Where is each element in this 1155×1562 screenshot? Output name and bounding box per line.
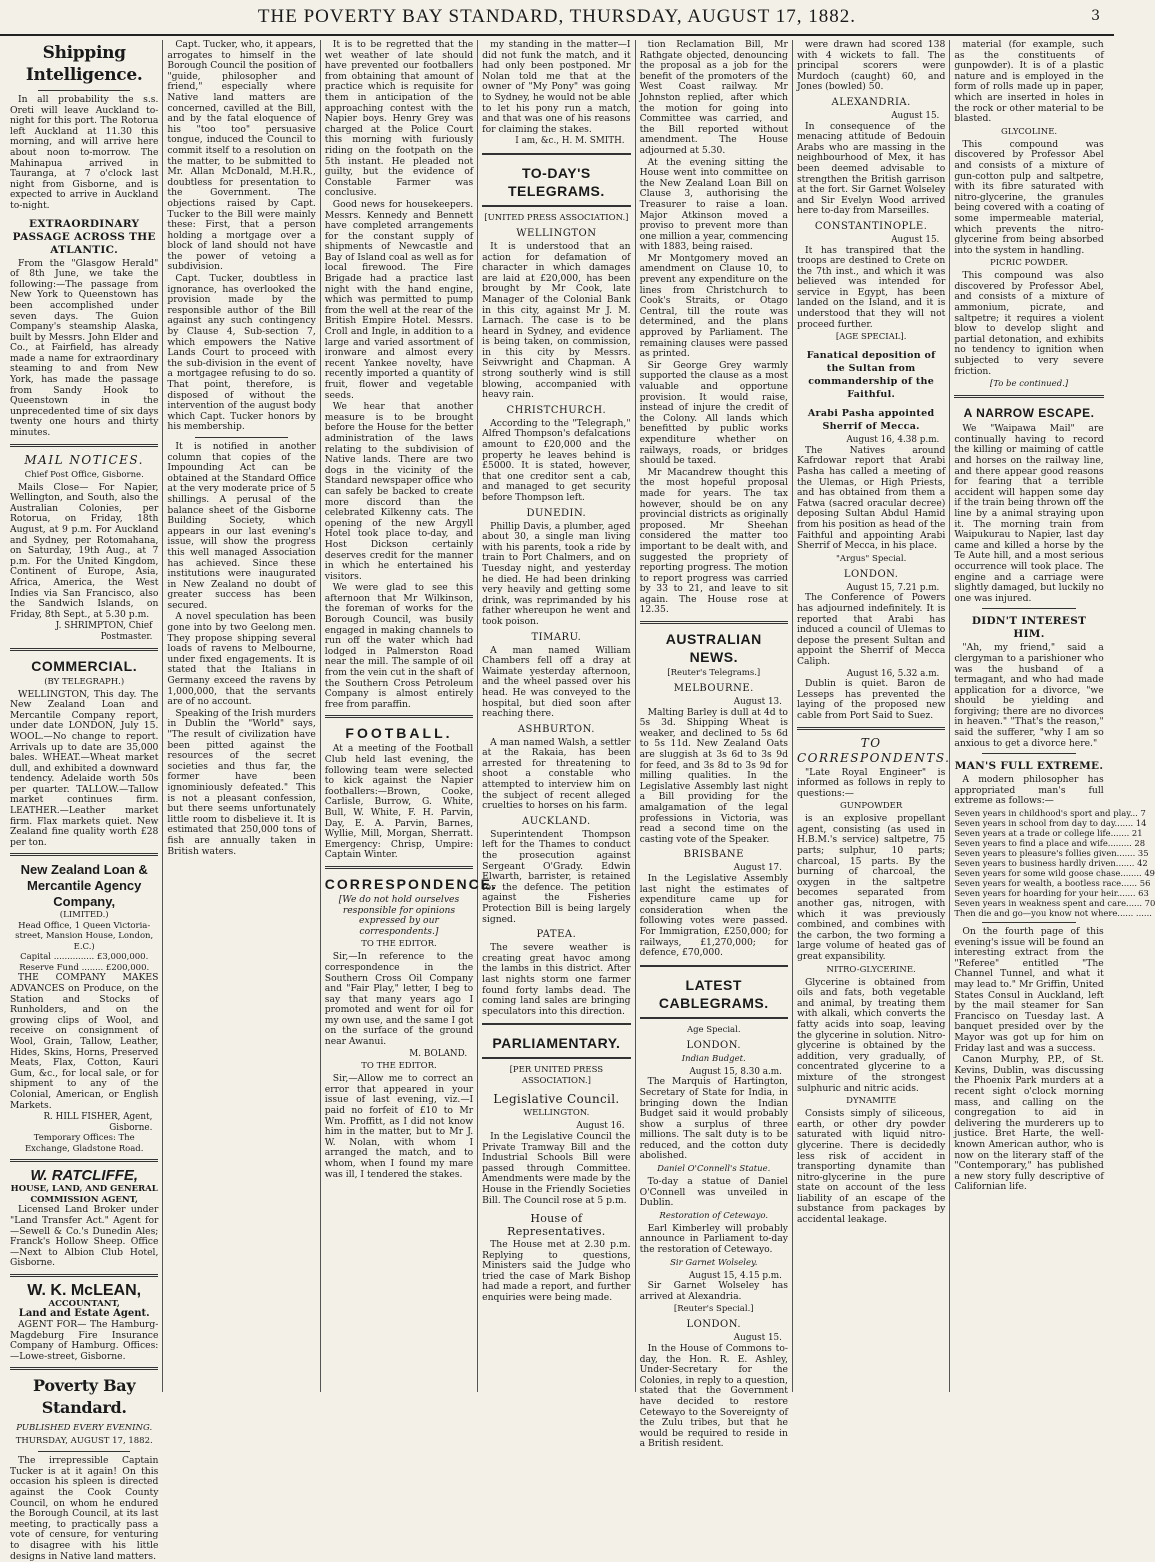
- paper-name-heading: Poverty Bay Standard.: [33, 1376, 136, 1418]
- council-date: August 16.: [576, 1121, 625, 1132]
- melbourne-text: Malting Barley is dull at 4d to 5s 3d. Shipping Wheat is weaker, and declined to 5s 6d to 5s 11d. New Zealand Oats are sluggish at 3s 6d to 3s 9d for feed, and 3s 8d to 3s 9d for milling qualities. In the Legislative Assembly last night a Bill providing for the amalgamation of the legal professions in Victoria, was read a second time on the casting vote of the Speaker.: [639, 706, 788, 845]
- ashburton-text: A man named Walsh, a settler at the Rakaia, has been arrested for threatening to shoot a constable who attempted to interview him on the subject of recent alleged cruelties to horses on his farm.: [482, 736, 631, 812]
- loan-company-heading: New Zealand Loan & Mercantile Agency Company,: [20, 862, 148, 910]
- paper-date: THURSDAY, AUGUST 17, 1882.: [15, 1436, 153, 1447]
- constantinople-heading: CONSTANTINOPLE.: [814, 220, 928, 232]
- explosives-text: material (for example, such as the constituents of gunpowder). It is of a plastic nature and is employed in the form of rolls made up in paper, which are inserted in holes in the rock or other material to be blasted.: [954, 39, 1104, 125]
- dunedin-heading: DUNEDIN.: [526, 507, 587, 519]
- paper-published: PUBLISHED EVERY EVENING.: [16, 1423, 153, 1434]
- extreme-list-item: Seven years to business hardly driven....... 42: [954, 858, 1148, 869]
- parliamentary-subheading: [PER UNITED PRESS ASSOCIATION.]: [509, 1065, 604, 1087]
- loan-reserve: Reserve Fund ........ £200,000.: [19, 962, 150, 973]
- column-6: [793, 40, 950, 1392]
- wellington-heading: WELLINGTON: [516, 227, 597, 239]
- ashburton-heading: ASHBURTON.: [517, 723, 595, 735]
- divider: [982, 922, 1075, 923]
- article-text: A novel speculation has been gone into by two Geelong men. They propose shipping several loads of ravens to Melbourne, under fixed engagements. It is stated that the Italians in Germany exceed the ravens by 1,000,000, that the servants are of no account.: [167, 611, 316, 708]
- divider: [38, 1451, 130, 1452]
- london-heading: LONDON.: [686, 1039, 742, 1051]
- statue-heading: Daniel O'Connell's Statue.: [657, 1164, 771, 1175]
- extreme-list-item: Seven years to pleasure's follies given....... 35: [954, 848, 1149, 859]
- parliament-text: Mr Macandrew thought this the most hopeful proposal made for years. The tax however, should be on any provincial districts as originally proposed. Mr Sheehan considered the matter too important to be dealt with, and suggested the propriety of reporting progress. The motion to report progress was carried by 33 to 21, and leave to sit again. The House rose at 12.35.: [639, 466, 788, 616]
- picric-text: This compound was also discovered by Professor Abel, and consists of a mixture of ammonium, picrate, and saltpetre; it requires a violent blow to develop slight and partial detonation, and exhibits no tendency to ignition when subjected to very severe friction.: [954, 270, 1104, 377]
- extreme-list: [954, 808, 1155, 919]
- melbourne-heading: MELBOURNE.: [673, 683, 754, 695]
- loan-company-office: Head Office, 1 Queen Victoria-street, Mansion House, London, E.C.): [15, 920, 154, 952]
- leader-text: The irrepressible Captain Tucker is at it again! On this occasion his spleen is directed against the Cook County Council, on whom he endured the Borough Council, at its last meeting, to practically pass a vote of censure, for venturing to disagree with his little designs in Native land matters.: [10, 1455, 159, 1562]
- to-the-editor: TO THE EDITOR.: [361, 1061, 437, 1072]
- fisher-signature: R. HILL FISHER, Agent, Gisborne.: [43, 1112, 153, 1133]
- patea-text: The severe weather is creating great havoc among the lambs in this district. After last nights storm one farmer found forty lambs dead. The coming land sales are bringing speculators into this direction.: [482, 942, 631, 1017]
- extreme-heading: MAN'S FULL EXTREME.: [954, 760, 1104, 773]
- column-7: [950, 39, 1155, 1392]
- shipping-heading: Shipping Intelligence.: [25, 43, 143, 85]
- alexandria-text: In consequence of the menacing attitude of Bedouin Arabs who are massing in the neighbourhood of Mex, it has been deemed advisable to strengthen the British garrison at the fort. Sir Garnet Wolseley and Sir Evelyn Wood arrived here to-day from Marseilles.: [796, 120, 946, 217]
- argus-special: "Argus" Special.: [836, 553, 907, 564]
- parliament-text: Sir George Grey warmly supported the clause as a most valuable and opportune provision. It would raise, instead of injure the credit of the Colony. All lands which benefitted by public works expenditure whether on railways, roads, or bridges should be taxed.: [639, 359, 788, 467]
- divider: [10, 1159, 158, 1162]
- article-text: We hear that another measure is to be brought before the House for the better administration of the laws relating to the subdivision of Native lands. There are two dogs in the vicinity of the Standard newspaper office who can safely be backed to create more discord than the celebrated Kilkenny cats. The opening of the new Argyll Hotel took place to-day, and Host Dickson certainly deserves credit for the manner in which he entertained his visitors.: [324, 401, 474, 582]
- reuter-special: [Reuter's Special.]: [673, 1304, 754, 1315]
- mclean-text: AGENT FOR— The Hamburg-Magdeburg Fire Insurance Company of Hamburg. Offices:—Lowe-street, Gisborne.: [10, 1318, 159, 1362]
- extreme-list-item: Seven years for hoarding for your heir....... 63: [954, 888, 1149, 899]
- letter-text: Sir,—In reference to the correspondence in the Southern Cross Oil Company and "Fair Play," letter, I beg to say that many years ago I promoted and went for oil for my own use, and the same I got on the surface of the ground near Awanui.: [324, 951, 474, 1048]
- mail-subheading: Chief Post Office, Gisborne.: [24, 469, 144, 480]
- letter-signature: I am, &c., H. M. SMITH.: [515, 136, 625, 147]
- cetewayo-text: Earl Kimberley will probably announce in Parliament to-day the restoration of Cetewayo.: [639, 1222, 788, 1256]
- statue-text: To-day a statue of Daniel O'Connell was unveiled in Dublin.: [639, 1176, 788, 1209]
- argus-date: August 15, 7.21 p.m.: [846, 582, 940, 593]
- narrow-escape-text: We "Waipawa Mail" are continually having to record the killing or maiming of cattle and horses on the railway line, and there appear good reasons for fearing that a terrible accident will happen some day if the train being thrown off the line by a animal straying upon it. The morning train from Waipukurau to Napier, last day came and killed a horse by the Te Aute hill, and a most serious occurrence will took place. The engine and a carriage were slightly damaged, but luckily no one was injured.: [954, 423, 1104, 604]
- passage-text: From the "Glasgow Herald" of 8th June, we take the following:—The passage from New York to Queenstown has been accomplished under seven days. The Guion Company's steamship Alaska, built by Messrs. John Elder and Co., at Fairfield, has already made a name for extraordinary steaming to and from New York, has made the passage from Sandy Hook to Queenstown in the unprecedented time of six days twenty one hours and thirty minutes.: [10, 257, 159, 439]
- continued-note: [To be continued.]: [989, 379, 1069, 390]
- column-4: [478, 40, 635, 1392]
- brisbane-text: In the Legislative Assembly last night the estimates of expenditure came up for consideration when the following votes were passed. For Immigration, £250,000; for railways, £1,270,000; for defence, £70,000.: [639, 872, 788, 959]
- telegrams-box: [482, 153, 630, 207]
- shipping-text: In all probability the s.s. Oreti will leave Auckland to-night for this port. The Rotorua left Auckland at 11.30 this morning, and will arrive here about noon to-morrow. The Mahinapua arrived in Tauranga, at 7 o'clock last night from Gisborne, and is expected to arrive in Auckland to-night.: [10, 94, 159, 211]
- ratcliffe-heading: W. RATCLIFFE,: [30, 1167, 139, 1185]
- page-number: 3: [1091, 8, 1100, 24]
- divider: [195, 437, 287, 438]
- divider: [10, 444, 158, 447]
- divider: [640, 621, 788, 624]
- newspaper-title: THE POVERTY BAY STANDARD, THURSDAY, AUGUST 17, 1882.: [257, 6, 857, 27]
- correspondence-note: [We do not hold ourselves responsible for opinions expressed by our correspondents.]: [338, 893, 460, 937]
- gunpowder-heading: GUNPOWDER: [840, 801, 903, 812]
- glycoline-text: This compound was discovered by Professor Abel and consists of a mixture of gun-cotton pulp and saltpetre, with its fibre saturated with nitro-glycerine, the granules being covered with a coating of some impermeable material, which prevents the nitro-glycerine from being absorbed into the system in handling.: [954, 138, 1104, 256]
- article-text: Canon Murphy, P.P., of St. Kevins, Dublin, was discussing the Phoenix Park murders at a recent sight o'clock morning mass, and calling on the congregation to aid in delivering the murderers up to justice. Bret Harte, the well-known American author, who is now on the literary staff of the "Contemporary," has published a new story fully descriptive of Californian life.: [954, 1054, 1104, 1193]
- extreme-list-item: Seven years in school from day to day....... 14: [954, 818, 1147, 829]
- australian-news-subheading: [Reuter's Telegrams.]: [667, 668, 761, 679]
- divider: [797, 727, 945, 730]
- parliamentary-box: [482, 1023, 630, 1059]
- london-text-2: In the House of Commons to-day, the Hon. R. E. Ashley, Under-Secretary for the Colonies, in reply to a question, stated that the Government have decided to restore Cetewayo to the Sovereignty of the Zulu tribes, but that he would be required to reside in a British resident.: [639, 1343, 788, 1450]
- divider: [982, 753, 1075, 754]
- extreme-list-item: Seven years to find a place and wife......... 28: [954, 838, 1146, 849]
- london-heading-2: LONDON.: [686, 1319, 742, 1331]
- dunedin-text: Phillip Davis, a plumber, aged about 30, a single man living with his parents, took a ride by train to Port Chalmers, and on Tuesday night, and yesterday he died. He had been drinking very heavily and getting some drink, was reprimanded by his father whereupon he went and took poison.: [482, 520, 631, 627]
- extreme-list-item: Seven years in childhood's sport and play... 7: [954, 808, 1146, 819]
- to-the-editor: TO THE EDITOR.: [361, 939, 437, 950]
- london-text: The Marquis of Hartington, Secretary of State for India, in bringing down the Indian Budget said it would probably show a surplus of three millions. The salt duty is to be reduced, and the cotton duty abolished.: [639, 1076, 788, 1162]
- article-text: On the fourth page of this evening's issue will be found an interesting extract from the "Referee" entitled "The Channel Tunnel, and what it may lead to." Mr Griffin, United States Consul in Auckland, left by the mail steamer for San Francisco on Tuesday last. A banquet presided over by the Mayor was got up for him on Friday last and was a success.: [954, 926, 1104, 1054]
- auckland-heading: AUCKLAND.: [522, 815, 591, 827]
- correspondents-heading: TO CORRESPONDENTS.: [796, 735, 951, 765]
- extreme-list-item: Then die and go—you know not where...... ......: [954, 908, 1152, 919]
- representatives-heading: House of Representatives.: [507, 1212, 606, 1239]
- mail-signature: J. SHRIMPTON, Chief Postmaster.: [55, 621, 153, 642]
- extreme-list-item: Seven years in weakness spent and care...... 70: [954, 898, 1155, 909]
- mail-notices-heading: MAIL NOTICES.: [24, 452, 144, 467]
- representatives-text: The House met at 2.30 p.m. Replying to questions, Ministers said the Judge who tried the case of Mark Bishop had made a report, and further enquiries were being made.: [482, 1239, 631, 1304]
- letter-signature: M. BOLAND.: [409, 1048, 468, 1059]
- cablegrams-heading: LATEST CABLEGRAMS.: [658, 976, 769, 1011]
- extreme-text: A modern philosopher has appropriated man's full extreme as follows:—: [954, 774, 1104, 807]
- london-date: August 15, 8.30 a.m.: [689, 1066, 782, 1077]
- article-text: Good news for housekeepers. Messrs. Kennedy and Bennett have completed arrangements for the constant supply of shipments of Newcastle and Bay of Island coal as well as for local firewood. The Fire Brigade had a practice last night with the hand engine, which was permitted to pump from the well at the rear of the British Empire Hotel. Messrs. Croll and Ingle, in addition to a large and varied assortment of ironware and almost every recent Yankee novelty, have recently imported a quantity of fruit, flower and vegetable seeds.: [324, 198, 474, 401]
- telegrams-heading: TO-DAY'S TELEGRAMS.: [507, 164, 605, 199]
- column-5: [636, 39, 793, 1450]
- divider: [10, 1274, 158, 1277]
- divider: [982, 608, 1075, 609]
- commercial-subheading: (BY TELEGRAPH.): [44, 676, 125, 687]
- extreme-list-item: Seven years for some wild goose chase........ 49: [954, 868, 1155, 879]
- divider: [10, 1367, 158, 1370]
- australian-news-heading: AUSTRALIAN NEWS.: [665, 631, 762, 666]
- constantinople-date: August 15.: [891, 234, 940, 245]
- constantinople-text: It has transpired that the troops are destined to Crete on the 7th inst., and which it was believed was intended for service in Egypt, has been landed on the Island, and it is understood that they will not proceed further.: [796, 244, 946, 330]
- fanatical-heading: Fanatical deposition of the Sultan from commandership of the Faithful.: [806, 350, 936, 401]
- timaru-text: A man named William Chambers fell off a dray at Waimate yesterday afternoon, and the wheel passed over his head. He was conveyed to the hospital, but died soon after reaching there.: [482, 644, 631, 720]
- passage-heading: EXTRAORDINARY PASSAGE ACROSS THE ATLANTIC.: [12, 217, 156, 256]
- loan-company-limited: (LIMITED.): [59, 910, 109, 921]
- age-special: Age Special.: [686, 1024, 741, 1035]
- article-text: Capt. Tucker, who, it appears, arrogates to himself in the Borough Council the position of "guide, philosopher and friend," especially where Native land matters are concerned, cavilled at the Bill, and by the fatal eloquence of his "too too" persuasive tongue, induced the Council to commit itself to a resolution on the matter, to be submitted to Mr. Allan McDonald, M.H.R., doubtless for presentation to the Government. The objections raised by Capt. Tucker to the Bill were mainly these: First, that a person holding a mortgage over a block of land should not have the power of vetoing a subdivision.: [167, 39, 316, 273]
- london-date-2: August 15.: [733, 1333, 782, 1344]
- newspaper-columns: [6, 39, 1155, 1562]
- divider: [325, 866, 473, 869]
- article-text: Capt. Tucker, doubtless in ignorance, has overlooked the provision made by the responsible author of the Bill against any such contingency by Clause 4, Sub-section 7, which empowers the Native Lands Court to proceed with the sub-division in the event of a mortgagee refusing to do so. That point, therefore, is disposed of without the intervention of the august body which Capt. Tucker honors by his membership.: [167, 273, 316, 433]
- alexandria-date: August 15.: [891, 110, 940, 121]
- arabi-text: The Natives around Kafrdowar report that Arabi Pasha has called a meeting of the Ulemas, or High Priests, and has obtained from them a Fatwa (sacred oracular decree) deposing Sultan Abdul Hamid from his position as head of the Faithful and appointing Arabi Sherrif of Mecca, in his place.: [796, 444, 946, 552]
- ratcliffe-subheading: HOUSE, LAND, AND GENERAL COMMISSION AGENT,: [10, 1184, 158, 1205]
- letter-text: Sir,—Allow me to correct an error that appeared in your issue of last evening, viz.—I paid no forfeit of £10 to Mr Wm. Proffitt, as I did not know him in the matter, but to Mr J. W. Nolan, with whom I arranged the match, and to whom, when I found my mare was ill, I tendered the stakes.: [324, 1073, 474, 1180]
- article-text: It is notified in another column that copies of the Impounding Act can be obtained at the Standard Office at the very moderate price of 5 shillings. A perusal of the balance sheet of the Gisborne Building Society, which appears in our last evening's issue, will show the progress this well managed Association has achieved. Since these institutions were inaugurated in New Zealand no doubt of greater success has been secured.: [167, 440, 316, 611]
- parliament-text: Mr Montgomery moved an amendment on Clause 10, to prevent any expenditure on the lines from Christchurch to Cook's Straits, or Otago Central, till the route was determined, and the plans approved by Parliament. The remaining clauses were passed as printed.: [639, 252, 788, 360]
- extreme-list-item: Seven years for wealth, a bootless race...... 56: [954, 878, 1151, 889]
- article-text: We were glad to see this afternoon that Mr Wilkinson, the foreman of works for the Borough Council, was busily engaged in making channels to run off the water which had lodged in Palmerston Road near the mill. The sample of oil from the vein cut in the shaft of the Southern Cross Petroleum Company is almost entirely free from paraffin.: [324, 582, 474, 710]
- telegrams-subheading: [UNITED PRESS ASSOCIATION.]: [484, 212, 629, 223]
- dynamite-text: Consists simply of siliceous, earth, or other dry powder saturated with liquid nitro-glycerine. There is decidedly less risk of accident in transporting dynamite than nitro-glycerine in the pure state on account of the less liability of an escape of the substance from packages by accidental leakage.: [796, 1108, 946, 1226]
- melbourne-date: August 13.: [733, 697, 782, 708]
- arabi-heading: Arabi Pasha appointed Sherrif of Mecca.: [807, 408, 935, 433]
- argus-text: The Conference of Powers has adjourned indefinitely. It is reported that Arabi has induced a council of Ulemas to depose the present Sultan and appoint the Sherrif of Mecca Caliph.: [796, 592, 946, 667]
- divider: [38, 90, 130, 91]
- divider: [325, 715, 473, 718]
- parliament-text: tion Reclamation Bill, Mr Rathgate objected, denouncing the proposal as a job for the benefit of the promoters of the West Coast railway. Mr Johnston replied, after which the motion for going into Committee was carried, and the Bill reported without amendment. The House adjourned at 5.30.: [639, 39, 788, 156]
- interest-text: "Ah, my friend," said a clergyman to a parishioner who was the husband of a termagant, and who had made application for a divorce, "we should be yielding and forgiving; there are no divorces in heaven." "That's the reason," said the sufferer, "why I am so anxious to get a divorce here.": [954, 642, 1104, 749]
- parliamentary-heading: PARLIAMENTARY.: [492, 1035, 621, 1052]
- ratcliffe-text: Licensed Land Broker under "Land Transfer Act." Agent for—Sewell & Co.'s Dunedin Ales; Franck's Hollow Sheep. Office—Next to Albion Club Hotel, Gisborne.: [10, 1204, 159, 1269]
- indian-budget: Indian Budget.: [681, 1053, 746, 1064]
- brisbane-date: August 17.: [733, 863, 782, 874]
- argus-london: LONDON.: [843, 568, 899, 580]
- gunpowder-text: is an explosive propellant agent, consisting (as used in H.B.M.'s service) saltpetre, 75 parts; sulphur, 10 parts; charcoal, 15 parts. By the burning of charcoal, the oxygen in the saltpetre becomes separated from another gas, nitrogen, with which it was previously combined, and combines with the carbon, the two forming a large volume of heated gas of great expansibility.: [796, 813, 946, 962]
- divider: [954, 395, 1103, 398]
- article-text: It is to be regretted that the wet weather of late should have prevented our footballers from obtaining that amount of practice which is requisite for them in anticipation of the approaching contest with the Napier boys. Henry Grey was charged at the Police Court this morning with furiously riding on the footpath on the 5th instant. He pleaded not guilty, but the evidence of Constable Farmer was conclusive.: [324, 39, 474, 199]
- divider: [10, 853, 158, 856]
- patea-heading: PATEA.: [536, 929, 577, 941]
- council-text: In the Legislative Council the Private Tramway Bill and the Industrial Schools Bill were passed through Committee. Amendments were made by the House in the Friendly Societies Bill. The Council rose at 5 p.m.: [482, 1130, 631, 1206]
- mail-text: Mails Close— For Napier, Wellington, and South, also the Australian Colonies, per Rotorua, on Friday, 18th August, at 9 p.m. For Auckland and Sydney, per Rotomahana, on Saturday, 19th Aug., at 7 p.m. For the United Kingdom, Continent of Europe, Asia, Africa, America, the West Indies via San Francisco, also the Sandwich Islands, on Friday, 8th Sept., at 5.30 p.m.: [10, 481, 159, 620]
- mclean-subheading-2: Land and Estate Agent.: [18, 1308, 150, 1320]
- interest-heading: DIDN'T INTEREST HIM.: [971, 615, 1087, 641]
- wolseley-text: Sir Garnet Wolseley has arrived at Alexandria.: [639, 1280, 788, 1302]
- extreme-list-item: Seven years at a trade or college life....... 21: [954, 828, 1143, 839]
- column-3: [321, 39, 498, 1392]
- correspondence-heading: CORRESPONDENCE.: [324, 875, 498, 892]
- mclean-subheading: ACCOUNTANT,: [48, 1298, 120, 1309]
- picric-heading: PICRIC POWDER.: [989, 258, 1069, 269]
- age-special: [AGE SPECIAL].: [835, 332, 907, 343]
- alexandria-heading: ALEXANDRIA.: [831, 96, 911, 108]
- commercial-heading: COMMERCIAL.: [31, 657, 138, 674]
- nitro-heading: NITRO-GLYCERINE.: [826, 964, 916, 975]
- mclean-heading: W. K. McLEAN,: [27, 1281, 142, 1299]
- dynamite-heading: DYNAMITE: [846, 1096, 897, 1107]
- dublin-date: August 16, 5.32 a.m.: [846, 668, 940, 679]
- timaru-heading: TIMARU.: [531, 631, 582, 643]
- christchurch-text: According to the "Telegraph," Alfred Thompson's defalcations amount to £20,000 and the property he leaves behind is £5000. It is stated, however, that one creditor sent a cab, and managed to get security before Thompson left.: [482, 417, 631, 503]
- nitro-text: Glycerine is obtained from oils and fats, both vegetable and animal, by treating them with alkali, which converts the fatty acids into soap, leaving the glycerine in solution. Nitro-glycerine is obtained by the addition, very gradually, of concentrated glycerine to a mixture of the strongest sulphuric and nitric acids.: [796, 976, 946, 1094]
- cable-text: were drawn had scored 138 with 4 wickets to fall. The principal scorers were Murdoch (caught) 60, and Jones (bowled) 50.: [796, 39, 946, 93]
- council-heading: Legislative Council.: [493, 1092, 620, 1107]
- loan-capital: Capital ............... £3,000,000.: [20, 952, 149, 963]
- football-heading: FOOTBALL.: [345, 725, 453, 742]
- brisbane-heading: BRISBANE: [683, 849, 744, 861]
- loan-company-text: THE COMPANY MAKES ADVANCES on Produce, on the Station and Stocks of Runholders, and on the growing clips of Wool, and receive on consignment of Wool, Grain, Tallow, Leather, Hides, Skins, Horns, Preserved Meats, Flax, Cotton, Kauri Gum, &c., for local sale, or for shipment to any of the Colonial, American, or English Markets.: [10, 972, 159, 1111]
- masthead: [0, 0, 1114, 36]
- column-2: [163, 40, 320, 1392]
- wellington-text: It is understood that an action for defamation of character in which damages are laid at £20,000, has been brought by Mr Cook, late Manager of the Colonial Bank in this city, against Mr J. M. Larnach. The case is to be heard in Sydney, and evidence is being taken, on commission, in this city by Messrs. Seivwright and Chapman. A strong southerly wind is still blowing, accompanied with heavy rain.: [482, 240, 631, 401]
- parliament-text: At the evening sitting the House went into committee on the New Zealand Loan Bill on Clause 3, authorising the Treasurer to raise a loan. Major Atkinson moved a proviso to prevent more than one million a year, commencing with 1883, being raised.: [639, 156, 788, 253]
- commercial-text: WELLINGTON, This day. The New Zealand Loan and Mercantile Company report, under date LONDON, July 15. WOOL.—No change to report. Arrivals up to date are 35,000 bales. WHEAT.—Wheat market dull, and exhibited a downward tendency. Adelaide worth 50s per quarter. TALLOW.—Tallow market continues firm. LEATHER.—Leather market firm. Flax markets quiet. New Zealand fine quality worth £28 per ton.: [10, 688, 159, 848]
- article-text: Speaking of the Irish murders in Dublin the "World" says, "The result of civilization have been pitted against the resources of the secret societies and thus far, the former have been ignominiously defeated." This is not a pleasant confession, but there seems unfortunately little room to disbelieve it. It is estimated that 250,000 tons of fish are annually taken in British waters.: [167, 707, 316, 857]
- christchurch-heading: CHRISTCHURCH.: [506, 404, 607, 416]
- divider: [10, 648, 158, 651]
- dublin-text: Dublin is quiet. Baron de Lesseps has prevented the laying of the proposed new cable from Port Said to Suez.: [796, 678, 946, 721]
- temporary-offices: Temporary Offices: The Exchange, Gladstone Road.: [24, 1133, 144, 1154]
- letter-text: my standing in the matter—I did not funk the match, and it had only been postponed. Mr Nolan told me that at the owner of "My Pony" was going to Sydney, he would not be able to let his pony run a match, and that was one of his reasons for claiming the stakes.: [482, 39, 631, 135]
- cetewayo-heading: Restoration of Cetewayo.: [659, 1210, 769, 1221]
- wolseley-date: August 15, 4.15 p.m.: [689, 1270, 782, 1281]
- cablegrams-box: [640, 965, 788, 1019]
- narrow-escape-heading: A NARROW ESCAPE.: [963, 406, 1095, 421]
- auckland-text: Superintendent Thompson left for the Thames to conduct the prosecution against Sergeant O'Grady. Edwin Elwarth, barrister, is retained for the defence. The petition against the Fisheries Protection Bill is being largely signed.: [482, 828, 631, 925]
- glycoline-heading: GLYCOLINE.: [1000, 126, 1058, 137]
- column-1: [6, 40, 163, 1562]
- correspondents-text: "Late Royal Engineer" is informed as follows in reply to questions:—: [796, 766, 946, 799]
- wolseley-heading: Sir Garnet Wolseley.: [670, 1257, 758, 1268]
- football-text: At a meeting of the Football Club held last evening, the following team were selected to kick against the Napier footballers:—Brown, Cooke, Carlisle, Burrow, G. White, Bull, W. White, F. H. Parvin, Day, E. A. Parvin, Barnes, Wyllie, Mill, Morgan, Sherratt. Emergency: Chrisp, Umpire: Captain Winter.: [324, 743, 474, 861]
- arabi-date: August 16, 4.38 p.m.: [846, 435, 940, 446]
- council-place: WELLINGTON.: [523, 1108, 590, 1119]
